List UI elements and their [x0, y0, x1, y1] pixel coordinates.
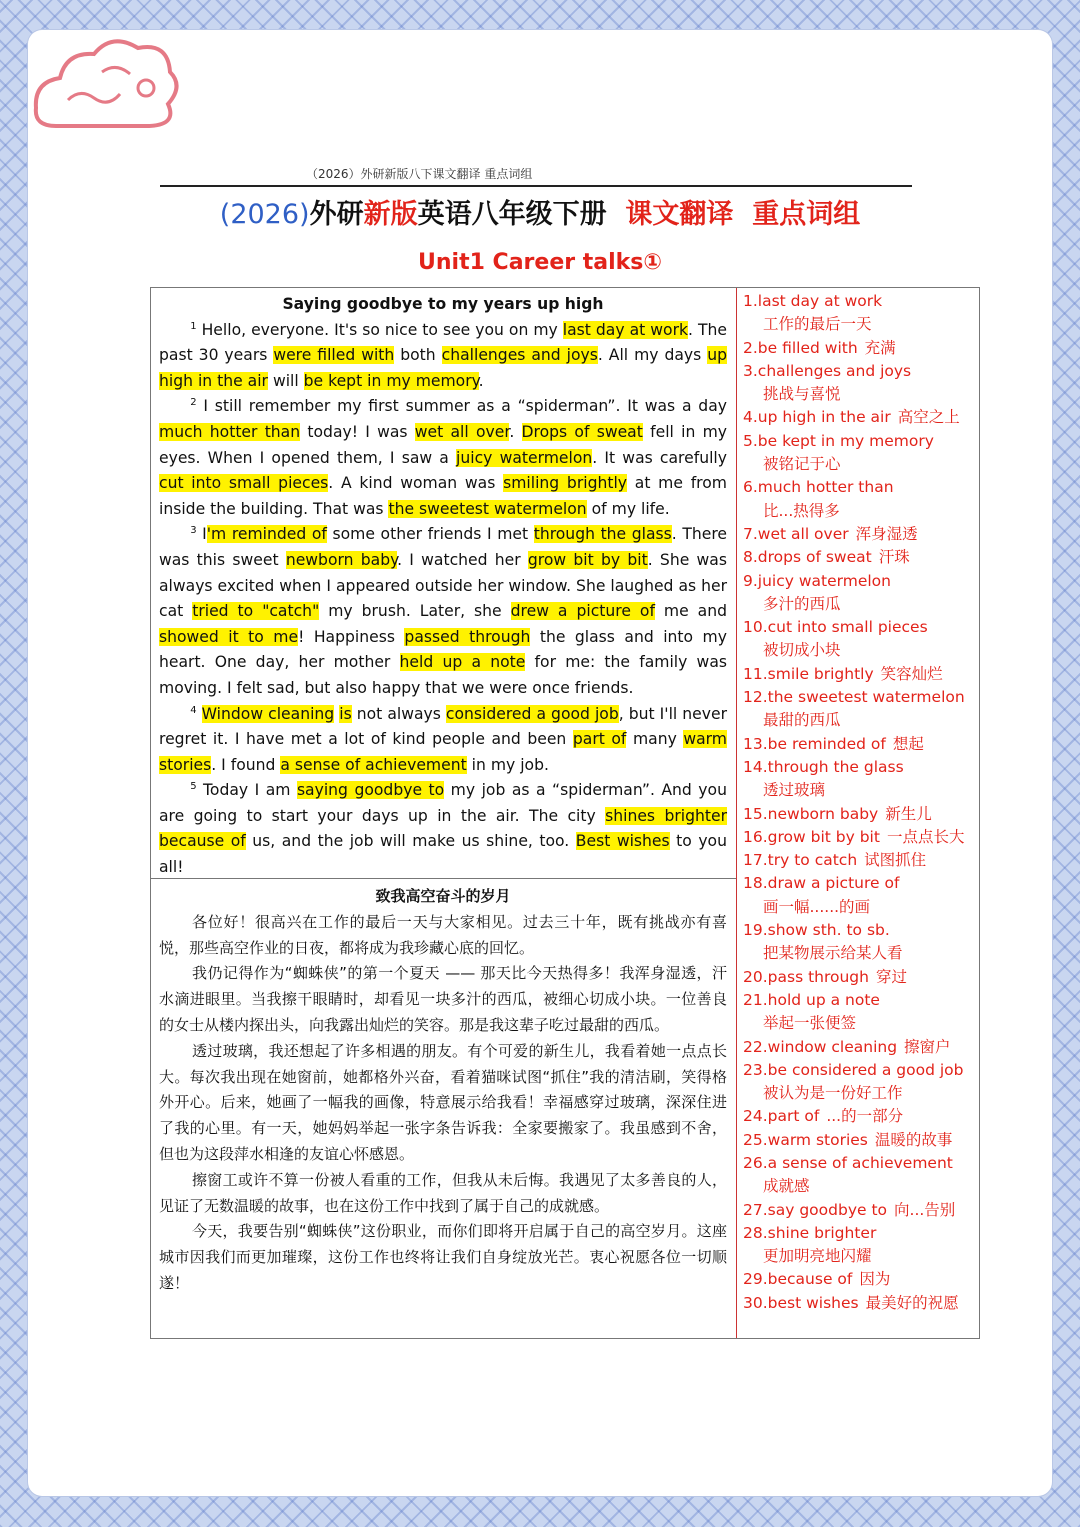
vocab-phrase: say goodbye to — [767, 1200, 888, 1219]
highlighted-phrase: be kept in my memory — [303, 371, 479, 390]
vocab-number: 21. — [743, 990, 768, 1009]
vocab-phrase: newborn baby — [767, 804, 879, 823]
vocab-item — [743, 476, 977, 523]
text-segment: my brush. Later, she — [319, 602, 511, 621]
vocab-meaning: 笑容灿烂 — [880, 664, 943, 683]
highlighted-phrase: passed through — [404, 627, 531, 646]
vocab-item — [743, 430, 977, 477]
vocab-phrase: through the glass — [767, 757, 904, 776]
vocab-meaning: 充满 — [864, 338, 896, 357]
highlighted-phrase: the sweetest watermelon — [388, 499, 587, 518]
vocab-phrase: best wishes — [767, 1293, 859, 1312]
vocab-item — [743, 546, 977, 569]
vocab-item — [743, 989, 977, 1036]
chinese-paragraph: 透过玻璃，我还想起了许多相遇的朋友。有个可爱的新生儿，我看着她一点点长大。每次我出现在她窗前，她都格外兴奋，看着猫咪试图“抓住”我的清洁刷，笑得格外开心。后来，她画了一幅我的画像，特意展示给我看！幸福感穿过玻璃，深深住进了我的心里。有一天，她妈妈举起一张字条告诉我：全家要搬家了。我虽感到不舍，但也为这段萍水相逢的友谊心怀感恩。 — [159, 1041, 727, 1163]
vocab-phrase: be reminded of — [767, 734, 886, 753]
vocab-number: 6. — [743, 478, 758, 497]
vocab-item — [743, 406, 977, 429]
vocab-meaning: 被切成小块 — [763, 641, 841, 660]
highlighted-phrase: 'm reminded of — [206, 525, 327, 544]
vocab-item — [743, 290, 977, 337]
vocab-number: 27. — [743, 1200, 768, 1219]
text-segment: my job as a “spiderman”. And you are going to start your days up in the air. The city — [159, 781, 727, 825]
vocab-meaning: 多汁的西瓜 — [763, 594, 841, 613]
vocab-phrase: juicy watermelon — [757, 571, 891, 590]
vocab-item — [743, 1292, 977, 1315]
vocab-number: 19. — [743, 921, 768, 940]
vocab-number: 10. — [743, 618, 768, 637]
highlighted-phrase: through the glass — [533, 525, 672, 544]
vocab-phrase: warm stories — [767, 1130, 868, 1149]
vocab-number: 3. — [743, 361, 758, 380]
main-title: (2026)外研新版英语八年级下册 课文翻译 重点词组 — [219, 199, 861, 230]
highlighted-phrase: saying goodbye to — [296, 781, 445, 800]
highlighted-phrase: newborn baby — [285, 550, 398, 569]
vocab-item — [743, 1036, 977, 1059]
vocab-meaning: 透过玻璃 — [763, 781, 826, 800]
english-paragraph — [159, 318, 727, 395]
text-segment: in my job. — [466, 755, 549, 774]
text-segment: . The past 30 years — [159, 320, 727, 365]
vocab-phrase: challenges and joys — [757, 361, 912, 380]
vocab-phrase: draw a picture of — [767, 874, 900, 893]
vocab-meaning: 挑战与喜悦 — [763, 385, 841, 404]
vocab-item — [743, 337, 977, 360]
vocab-number: 1. — [743, 292, 758, 310]
text-segment: the glass and into my heart. One day, her mother — [159, 627, 727, 672]
vocab-number: 13. — [743, 734, 768, 753]
vocab-number: 24. — [743, 1107, 768, 1126]
highlighted-phrase: last day at work — [562, 320, 689, 339]
highlighted-phrase: much hotter than — [159, 422, 301, 441]
vocab-phrase: up high in the air — [757, 408, 891, 427]
highlighted-phrase: grow bit by bit — [527, 550, 648, 569]
text-segment: both — [394, 346, 442, 365]
english-title: Saying goodbye to my years up high — [282, 295, 604, 313]
paragraph-number: 5 — [190, 781, 197, 793]
content-frame — [150, 287, 980, 1339]
vocab-meaning: 擦窗户 — [904, 1037, 951, 1056]
vocab-meaning: 被铭记于心 — [763, 455, 841, 474]
vocab-number: 22. — [743, 1037, 768, 1056]
vocab-meaning: 比...热得多 — [763, 501, 840, 520]
text-segment: some other friends I met — [326, 525, 534, 544]
vocab-phrase: show sth. to sb. — [767, 921, 890, 940]
vocab-number: 5. — [743, 431, 758, 450]
vocab-number: 11. — [743, 664, 768, 683]
vocab-number: 29. — [743, 1270, 768, 1289]
text-segment: not always — [351, 704, 446, 723]
text-segment: today! I was — [300, 422, 415, 441]
vocab-item — [743, 686, 977, 733]
highlighted-phrase: cut into small pieces — [159, 474, 329, 493]
highlighted-phrase: Drops of sweat — [521, 422, 643, 441]
vocab-meaning: 成就感 — [763, 1177, 810, 1196]
vocab-item — [743, 1129, 977, 1152]
vocab-item — [743, 523, 977, 546]
highlighted-phrase: tried to "catch" — [192, 602, 320, 621]
highlighted-phrase: Best wishes — [575, 832, 670, 851]
text-segment: I still remember my first summer as a “spiderman”. It was a day — [203, 397, 727, 416]
text-segment: many — [626, 730, 684, 749]
vocab-meaning: 最美好的祝愿 — [865, 1293, 959, 1312]
paragraph-number: 4 — [190, 704, 197, 716]
vocab-meaning: 新生儿 — [885, 804, 932, 823]
text-segment: at me from inside the building. That was — [159, 474, 727, 518]
vocabulary-list — [743, 290, 977, 1315]
vocab-item — [743, 1152, 977, 1199]
vocab-item — [743, 1199, 977, 1222]
english-paragraph — [159, 702, 727, 779]
highlighted-phrase: warm stories — [159, 730, 727, 774]
text-segment: . — [509, 422, 522, 441]
text-segment: . I watched her — [397, 550, 528, 569]
vocab-item — [743, 826, 977, 849]
highlighted-phrase: is — [339, 704, 352, 723]
vocab-meaning: 浑身湿透 — [855, 524, 918, 543]
vocab-number: 18. — [743, 874, 768, 893]
highlighted-phrase: were filled with — [273, 346, 395, 365]
vocab-phrase: cut into small pieces — [767, 618, 928, 637]
english-passage — [159, 292, 727, 881]
highlighted-phrase: challenges and joys — [441, 346, 598, 365]
chinese-paragraph: 各位好！很高兴在工作的最后一天与大家相见。过去三十年，既有挑战亦有喜悦，那些高空作业的日夜，都将成为我珍藏心底的回忆。 — [159, 912, 727, 957]
english-paragraph — [159, 522, 727, 701]
vocab-item — [743, 616, 977, 663]
vocab-phrase: part of — [767, 1107, 820, 1126]
vocab-item — [743, 872, 977, 919]
vocab-item — [743, 1059, 977, 1106]
vocab-item — [743, 803, 977, 826]
vocab-item — [743, 966, 977, 989]
text-segment: I — [202, 525, 207, 544]
vocab-phrase: be kept in my memory — [757, 431, 934, 450]
highlighted-phrase: up high in the air — [159, 346, 728, 390]
highlighted-phrase: because of — [159, 832, 246, 851]
text-segment: for me: the family was moving. I felt sad, but also happy that we were once friends. — [159, 653, 727, 697]
vocab-phrase: last day at work — [757, 292, 883, 310]
highlighted-phrase: Window cleaning — [201, 704, 335, 723]
vocab-phrase: be filled with — [757, 338, 858, 357]
vocab-meaning: 穿过 — [875, 967, 907, 986]
vocab-number: 28. — [743, 1223, 768, 1242]
highlighted-phrase: showed it to me — [159, 627, 299, 646]
vocab-item — [743, 756, 977, 803]
vocab-meaning: 汗珠 — [878, 548, 910, 567]
vocab-number: 2. — [743, 338, 758, 357]
vocab-meaning: 举起一张便签 — [763, 1014, 857, 1033]
vocab-meaning: 高空之上 — [897, 408, 960, 427]
vocab-phrase: window cleaning — [767, 1037, 898, 1056]
highlighted-phrase: smiling brightly — [503, 474, 628, 493]
chinese-title: 致我高空奋斗的岁月 — [375, 887, 511, 905]
chinese-body — [159, 910, 727, 1297]
vocab-phrase: be considered a good job — [767, 1060, 964, 1079]
vocab-meaning: 把某物展示给某人看 — [763, 944, 903, 963]
unit-title: Unit1 Career talks① — [418, 250, 662, 275]
vocab-phrase: much hotter than — [757, 478, 894, 497]
vocab-item — [743, 849, 977, 872]
text-segment: of my life. — [586, 499, 670, 518]
vocab-number: 26. — [743, 1153, 768, 1172]
text-segment: us, and the job will make us shine, too. — [245, 832, 576, 851]
vocab-item — [743, 570, 977, 617]
text-segment: . She was always excited when I appeared outside her window. She laughed as her cat — [159, 550, 727, 621]
vocab-number: 14. — [743, 757, 768, 776]
highlighted-phrase: part of — [572, 730, 627, 749]
highlighted-phrase: shines brighter — [605, 806, 727, 825]
vocab-meaning: 向...告别 — [894, 1200, 956, 1219]
highlighted-phrase: considered a good job — [445, 704, 619, 723]
vocab-item — [743, 733, 977, 756]
vocab-number: 25. — [743, 1130, 768, 1149]
vocab-number: 23. — [743, 1060, 768, 1079]
vocab-number: 9. — [743, 571, 758, 590]
vocab-phrase: smile brightly — [767, 664, 874, 683]
vocab-item — [743, 360, 977, 407]
vocab-number: 16. — [743, 827, 768, 846]
vocab-number: 7. — [743, 524, 758, 543]
vocab-phrase: because of — [767, 1270, 853, 1289]
vocab-meaning: 更加明亮地闪耀 — [763, 1247, 872, 1266]
text-segment: . It was carefully — [592, 448, 727, 467]
text-segment: Today I am — [203, 781, 297, 800]
text-segment: to you all! — [159, 832, 727, 877]
english-paragraph — [159, 778, 727, 880]
vocab-number: 8. — [743, 548, 758, 567]
vocab-phrase: grow bit by bit — [767, 827, 880, 846]
running-header-text: （2026）外研新版八下课文翻译 重点词组 — [306, 167, 533, 181]
text-segment: , but I'll never regret it. I have met a lot of kind people and been — [159, 704, 727, 749]
vocab-phrase: hold up a note — [767, 990, 880, 1009]
vocab-meaning: 画一幅......的画 — [763, 897, 871, 916]
vocab-number: 12. — [743, 688, 768, 707]
text-segment: will — [267, 371, 304, 390]
highlighted-phrase: juicy watermelon — [456, 448, 593, 467]
vocab-item — [743, 663, 977, 686]
vocab-meaning: 被认为是一份好工作 — [763, 1084, 903, 1103]
vocab-phrase: wet all over — [757, 524, 849, 543]
vocab-number: 17. — [743, 851, 768, 870]
vocab-phrase: a sense of achievement — [767, 1153, 953, 1172]
english-body — [159, 318, 727, 881]
text-segment: . There was this sweet — [159, 525, 728, 569]
vocab-meaning: 工作的最后一天 — [763, 315, 872, 334]
vocab-number: 4. — [743, 408, 758, 427]
paragraph-number: 1 — [190, 320, 197, 332]
vocab-meaning: 因为 — [859, 1270, 891, 1289]
text-segment: Hello, everyone. It's so nice to see you on my — [201, 320, 563, 339]
vocab-meaning: 试图抓住 — [864, 851, 927, 870]
chinese-paragraph: 我仍记得作为“蜘蛛侠”的第一个夏天 —— 那天比今天热得多！我浑身湿透，汗水滴进眼里。当我擦干眼睛时，却看见一块多汁的西瓜，被细心切成小块。一位善良的女士从楼内探出头，向我露出灿烂的笑容。那是我这辈子吃过最甜的西瓜。 — [159, 964, 727, 1034]
text-segment: . All my days — [597, 346, 708, 365]
text-segment: me and — [654, 602, 728, 621]
vocab-phrase: the sweetest watermelon — [767, 688, 965, 707]
text-segment: . — [478, 371, 484, 390]
vocab-number: 30. — [743, 1293, 768, 1312]
vocab-item — [743, 1105, 977, 1128]
text-segment: . I found — [211, 755, 281, 774]
chinese-paragraph: 擦窗工或许不算一份被人看重的工作，但我从未后悔。我遇见了太多善良的人，见证了无数温暖的故事，也在这份工作中找到了属于自己的成就感。 — [159, 1170, 727, 1215]
vocab-number: 20. — [743, 967, 768, 986]
chinese-translation — [159, 884, 727, 1297]
vocab-meaning: 想起 — [892, 734, 924, 753]
vocab-meaning: ...的一部分 — [826, 1107, 904, 1126]
vocab-phrase: drops of sweat — [757, 548, 872, 567]
vocab-meaning: 最甜的西瓜 — [763, 711, 841, 730]
vocab-item — [743, 1222, 977, 1269]
english-paragraph — [159, 394, 727, 522]
highlighted-phrase: held up a note — [399, 653, 526, 672]
vocab-meaning: 一点点长大 — [886, 827, 965, 846]
vocab-phrase: shine brighter — [767, 1223, 877, 1242]
vocab-item — [743, 1268, 977, 1291]
text-segment: . A kind woman was — [328, 474, 504, 493]
paragraph-number: 2 — [190, 397, 197, 409]
vocab-number: 15. — [743, 804, 768, 823]
running-header — [160, 164, 912, 187]
cloud-ornament-icon — [28, 30, 188, 140]
paragraph-number: 3 — [190, 525, 197, 537]
highlighted-phrase: a sense of achievement — [280, 755, 467, 774]
vocab-meaning: 温暖的故事 — [874, 1130, 953, 1149]
vocab-phrase: pass through — [767, 967, 869, 986]
vocab-phrase: try to catch — [767, 851, 858, 870]
text-segment: fell in my eyes. When I opened them, I saw a — [159, 422, 727, 467]
text-segment: ! Happiness — [298, 627, 405, 646]
highlighted-phrase: wet all over — [414, 422, 510, 441]
chinese-paragraph: 今天，我要告别“蜘蛛侠”这份职业，而你们即将开启属于自己的高空岁月。这座城市因我们而更加璀璨，这份工作也终将让我们自身绽放光芒。衷心祝愿各位一切顺遂！ — [159, 1222, 727, 1292]
vocab-item — [743, 919, 977, 966]
highlighted-phrase: drew a picture of — [510, 602, 655, 621]
column-divider — [736, 288, 737, 1338]
